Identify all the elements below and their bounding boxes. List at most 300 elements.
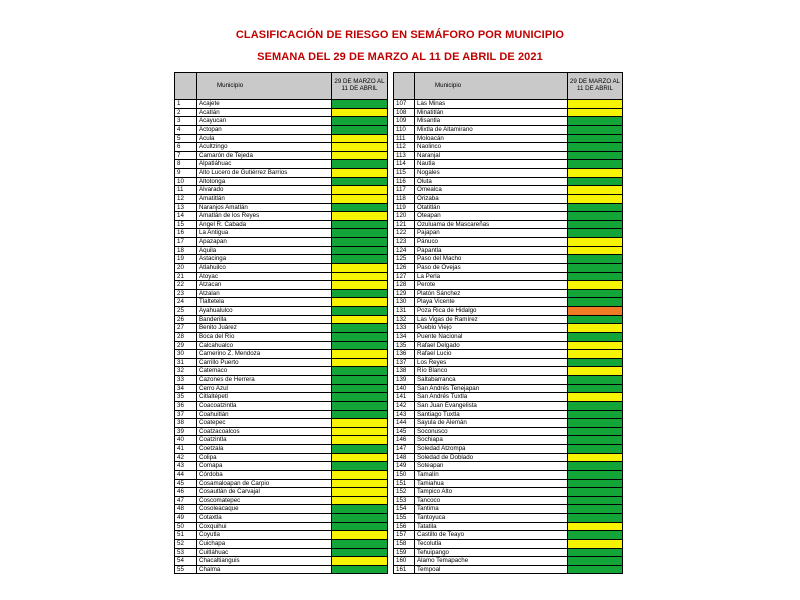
municipio-name: Amatitlán	[197, 194, 332, 203]
municipio-name: San Andrés Tuxtla	[415, 393, 568, 402]
risk-color-cell	[568, 496, 623, 505]
risk-color-cell	[568, 557, 623, 566]
risk-color-cell	[332, 565, 388, 574]
municipio-name: Perote	[415, 281, 568, 290]
risk-color-cell	[332, 238, 388, 247]
municipio-name: Coetzala	[197, 445, 332, 454]
risk-color-cell	[332, 177, 388, 186]
municipio-name: Misantla	[415, 117, 568, 126]
risk-color-cell	[568, 419, 623, 428]
table-row	[394, 401, 623, 410]
table-row	[394, 514, 623, 523]
municipio-name: Cuichapa	[197, 539, 332, 548]
table-row	[394, 427, 623, 436]
municipio-name: Calcahualco	[197, 341, 332, 350]
row-number: 161	[394, 565, 415, 574]
risk-color-cell	[568, 453, 623, 462]
municipio-name: Platón Sánchez	[415, 289, 568, 298]
risk-color-cell	[332, 548, 388, 557]
risk-color-cell	[568, 289, 623, 298]
risk-color-cell	[568, 393, 623, 402]
risk-color-cell	[332, 496, 388, 505]
municipio-name: Acultzingo	[197, 143, 332, 152]
risk-color-cell	[332, 298, 388, 307]
municipio-name: Acula	[197, 134, 332, 143]
table-row	[175, 436, 388, 445]
municipio-name: Alto Lucero de Gutiérrez Barrios	[197, 169, 332, 178]
table-row	[394, 410, 623, 419]
row-number: 130	[394, 298, 415, 307]
risk-color-cell	[332, 263, 388, 272]
table-row	[394, 505, 623, 514]
row-number: 52	[175, 539, 197, 548]
municipio-name: Oteapan	[415, 212, 568, 221]
risk-color-cell	[568, 108, 623, 117]
row-number: 30	[175, 350, 197, 359]
table-row	[175, 203, 388, 212]
risk-color-cell	[568, 479, 623, 488]
table-row	[175, 332, 388, 341]
table-row	[175, 220, 388, 229]
table-row	[394, 272, 623, 281]
risk-color-cell	[568, 177, 623, 186]
municipio-name: Coacoatzintla	[197, 401, 332, 410]
risk-color-cell	[332, 393, 388, 402]
municipio-name: Naranjal	[415, 151, 568, 160]
municipio-name: Boca del Río	[197, 332, 332, 341]
municipio-name: Los Reyes	[415, 358, 568, 367]
risk-color-cell	[568, 436, 623, 445]
table-row	[394, 384, 623, 393]
row-number: 146	[394, 436, 415, 445]
municipio-name: Orizaba	[415, 194, 568, 203]
table-row	[175, 341, 388, 350]
table-row	[175, 272, 388, 281]
municipio-name: Atzacan	[197, 281, 332, 290]
risk-color-cell	[568, 263, 623, 272]
table-row	[394, 548, 623, 557]
risk-color-cell	[332, 436, 388, 445]
risk-color-cell	[568, 220, 623, 229]
row-number: 137	[394, 358, 415, 367]
table-row	[175, 358, 388, 367]
table-row	[394, 488, 623, 497]
municipio-name: Tecolutla	[415, 539, 568, 548]
table-row	[175, 307, 388, 316]
row-number: 40	[175, 436, 197, 445]
risk-color-cell	[332, 315, 388, 324]
row-number: 33	[175, 376, 197, 385]
risk-color-cell	[332, 531, 388, 540]
municipio-name: Tehuipango	[415, 548, 568, 557]
row-number: 21	[175, 272, 197, 281]
risk-color-cell	[568, 488, 623, 497]
table-row	[394, 531, 623, 540]
municipio-name: Carrillo Puerto	[197, 358, 332, 367]
row-number: 144	[394, 419, 415, 428]
risk-color-cell	[568, 246, 623, 255]
municipio-name: Catemaco	[197, 367, 332, 376]
row-number: 153	[394, 496, 415, 505]
risk-color-cell	[332, 281, 388, 290]
row-number: 15	[175, 220, 197, 229]
municipio-name: Castillo de Teayo	[415, 531, 568, 540]
row-number: 48	[175, 505, 197, 514]
table-row	[175, 324, 388, 333]
risk-color-cell	[332, 358, 388, 367]
row-number: 39	[175, 427, 197, 436]
table-header-row	[175, 73, 388, 100]
row-number: 114	[394, 160, 415, 169]
risk-color-cell	[332, 479, 388, 488]
row-number: 47	[175, 496, 197, 505]
table-row	[394, 307, 623, 316]
row-number: 158	[394, 539, 415, 548]
row-number: 151	[394, 479, 415, 488]
risk-color-cell	[568, 134, 623, 143]
risk-color-cell	[332, 186, 388, 195]
table-row	[175, 238, 388, 247]
table-row	[394, 289, 623, 298]
municipio-name: Tempoal	[415, 565, 568, 574]
municipio-name: Álamo Temapache	[415, 557, 568, 566]
table-row	[175, 539, 388, 548]
municipio-name: Alvarado	[197, 186, 332, 195]
risk-color-cell	[332, 419, 388, 428]
municipio-name: Poza Rica de Hidalgo	[415, 307, 568, 316]
row-number: 107	[394, 100, 415, 109]
row-number: 152	[394, 488, 415, 497]
row-number: 121	[394, 220, 415, 229]
risk-color-cell	[332, 341, 388, 350]
row-number: 1	[175, 100, 197, 109]
row-number: 134	[394, 332, 415, 341]
header-municipio: Municipio	[415, 73, 568, 100]
row-number: 154	[394, 505, 415, 514]
table-row	[394, 315, 623, 324]
table-row	[394, 496, 623, 505]
municipio-name: Tamiahua	[415, 479, 568, 488]
row-number: 31	[175, 358, 197, 367]
risk-color-cell	[568, 358, 623, 367]
row-number: 28	[175, 332, 197, 341]
table-row	[175, 350, 388, 359]
row-number: 120	[394, 212, 415, 221]
risk-color-cell	[568, 143, 623, 152]
risk-color-cell	[332, 488, 388, 497]
risk-color-cell	[568, 194, 623, 203]
risk-color-cell	[332, 453, 388, 462]
row-number: 13	[175, 203, 197, 212]
table-row	[175, 453, 388, 462]
risk-color-cell	[568, 505, 623, 514]
risk-color-cell	[568, 169, 623, 178]
risk-color-cell	[332, 255, 388, 264]
row-number: 7	[175, 151, 197, 160]
table-row	[175, 548, 388, 557]
header-number	[394, 73, 415, 100]
row-number: 9	[175, 169, 197, 178]
risk-color-cell	[332, 289, 388, 298]
row-number: 4	[175, 125, 197, 134]
table-row	[175, 212, 388, 221]
table-row	[394, 557, 623, 566]
row-number: 142	[394, 401, 415, 410]
risk-color-cell	[568, 324, 623, 333]
risk-color-cell	[568, 350, 623, 359]
row-number: 29	[175, 341, 197, 350]
row-number: 14	[175, 212, 197, 221]
risk-color-cell	[332, 332, 388, 341]
municipio-name: Río Blanco	[415, 367, 568, 376]
row-number: 53	[175, 548, 197, 557]
municipio-name: Chacaltianguis	[197, 557, 332, 566]
table-row	[394, 134, 623, 143]
municipio-name: Rafael Lucio	[415, 350, 568, 359]
municipio-name: Sochiapa	[415, 436, 568, 445]
row-number: 133	[394, 324, 415, 333]
risk-color-cell	[332, 307, 388, 316]
row-number: 44	[175, 470, 197, 479]
risk-color-cell	[332, 462, 388, 471]
table-row	[394, 177, 623, 186]
risk-color-cell	[568, 376, 623, 385]
table-row	[175, 522, 388, 531]
row-number: 35	[175, 393, 197, 402]
row-number: 24	[175, 298, 197, 307]
table-row	[394, 341, 623, 350]
municipio-name: Playa Vicente	[415, 298, 568, 307]
risk-color-cell	[568, 548, 623, 557]
municipio-name: Amatlán de los Reyes	[197, 212, 332, 221]
table-row	[175, 229, 388, 238]
risk-color-cell	[568, 307, 623, 316]
municipio-name: La Perla	[415, 272, 568, 281]
row-number: 50	[175, 522, 197, 531]
row-number: 49	[175, 514, 197, 523]
row-number: 139	[394, 376, 415, 385]
municipio-name: Astacinga	[197, 255, 332, 264]
municipio-name: Acatlán	[197, 108, 332, 117]
row-number: 147	[394, 445, 415, 454]
municipio-name: Actopan	[197, 125, 332, 134]
risk-color-cell	[568, 272, 623, 281]
row-number: 113	[394, 151, 415, 160]
risk-color-cell	[568, 445, 623, 454]
row-number: 145	[394, 427, 415, 436]
row-number: 123	[394, 238, 415, 247]
row-number: 122	[394, 229, 415, 238]
risk-color-cell	[568, 470, 623, 479]
municipio-name: Nogales	[415, 169, 568, 178]
row-number: 124	[394, 246, 415, 255]
municipio-name: Camarón de Tejeda	[197, 151, 332, 160]
risk-color-cell	[332, 401, 388, 410]
risk-color-cell	[332, 203, 388, 212]
municipio-name: La Antigua	[197, 229, 332, 238]
risk-color-cell	[568, 151, 623, 160]
risk-color-cell	[332, 445, 388, 454]
municipio-name: Mixtla de Altamirano	[415, 125, 568, 134]
municipio-name: Pajapan	[415, 229, 568, 238]
risk-color-cell	[332, 169, 388, 178]
table-row	[175, 384, 388, 393]
row-number: 37	[175, 410, 197, 419]
municipio-name: Soledad de Doblado	[415, 453, 568, 462]
municipio-name: Cosoleacaque	[197, 505, 332, 514]
table-row	[175, 194, 388, 203]
table-row	[394, 539, 623, 548]
table-row	[394, 419, 623, 428]
risk-color-cell	[568, 255, 623, 264]
table-row	[394, 220, 623, 229]
row-number: 131	[394, 307, 415, 316]
row-number: 22	[175, 281, 197, 290]
row-number: 138	[394, 367, 415, 376]
row-number: 43	[175, 462, 197, 471]
row-number: 2	[175, 108, 197, 117]
table-row	[175, 410, 388, 419]
row-number: 112	[394, 143, 415, 152]
municipio-name: Acayucan	[197, 117, 332, 126]
municipio-name: Citlaltépetl	[197, 393, 332, 402]
header-number	[175, 73, 197, 100]
municipio-name: Moloacán	[415, 134, 568, 143]
municipio-name: Chalma	[197, 565, 332, 574]
municipio-name: Aquila	[197, 246, 332, 255]
table-row	[175, 488, 388, 497]
municipio-name: Coahuitlán	[197, 410, 332, 419]
risk-color-cell	[332, 117, 388, 126]
municipio-name: Cazones de Herrera	[197, 376, 332, 385]
row-number: 6	[175, 143, 197, 152]
municipio-name: Rafael Delgado	[415, 341, 568, 350]
row-number: 17	[175, 238, 197, 247]
risk-color-cell	[332, 108, 388, 117]
table-row	[175, 298, 388, 307]
row-number: 38	[175, 419, 197, 428]
risk-color-cell	[332, 151, 388, 160]
row-number: 18	[175, 246, 197, 255]
municipio-name: Las Minas	[415, 100, 568, 109]
risk-color-cell	[568, 341, 623, 350]
row-number: 125	[394, 255, 415, 264]
municipio-name: Tantima	[415, 505, 568, 514]
row-number: 27	[175, 324, 197, 333]
row-number: 26	[175, 315, 197, 324]
row-number: 10	[175, 177, 197, 186]
municipio-name: Colipa	[197, 453, 332, 462]
row-number: 148	[394, 453, 415, 462]
document-title: CLASIFICACIÓN DE RIESGO EN SEMÁFORO POR MUNICIPIO	[235, 29, 565, 41]
municipio-name: Pueblo Viejo	[415, 324, 568, 333]
table-row	[394, 436, 623, 445]
table-row	[175, 531, 388, 540]
table-row	[394, 151, 623, 160]
table-row	[175, 419, 388, 428]
municipio-name: Soconusco	[415, 427, 568, 436]
table-row	[175, 281, 388, 290]
table-row	[175, 117, 388, 126]
row-number: 108	[394, 108, 415, 117]
risk-color-cell	[332, 427, 388, 436]
municipio-name: Ozuluama de Mascareñas	[415, 220, 568, 229]
risk-color-cell	[568, 384, 623, 393]
municipio-name: Benito Juárez	[197, 324, 332, 333]
table-row	[175, 514, 388, 523]
risk-color-cell	[332, 505, 388, 514]
row-number: 42	[175, 453, 197, 462]
row-number: 118	[394, 194, 415, 203]
risk-color-cell	[332, 367, 388, 376]
table-row	[394, 332, 623, 341]
table-row	[175, 367, 388, 376]
row-number: 16	[175, 229, 197, 238]
row-number: 109	[394, 117, 415, 126]
row-number: 135	[394, 341, 415, 350]
table-row	[394, 358, 623, 367]
risk-color-cell	[568, 100, 623, 109]
table-row	[175, 177, 388, 186]
risk-color-cell	[568, 160, 623, 169]
risk-color-cell	[568, 332, 623, 341]
table-row	[175, 151, 388, 160]
risk-color-cell	[332, 220, 388, 229]
row-number: 54	[175, 557, 197, 566]
risk-color-cell	[332, 522, 388, 531]
row-number: 41	[175, 445, 197, 454]
municipio-name: Atzalan	[197, 289, 332, 298]
table-row	[175, 263, 388, 272]
table-row	[394, 143, 623, 152]
risk-color-cell	[332, 324, 388, 333]
row-number: 140	[394, 384, 415, 393]
municipio-name: Pánuco	[415, 238, 568, 247]
municipio-name: Camerino Z. Mendoza	[197, 350, 332, 359]
municipio-name: Naranjos Amatlán	[197, 203, 332, 212]
risk-color-cell	[568, 117, 623, 126]
municipio-name: Paso de Ovejas	[415, 263, 568, 272]
risk-color-cell	[332, 384, 388, 393]
header-date: 29 DE MARZO AL 11 DE ABRIL	[332, 73, 388, 100]
risk-color-cell	[332, 246, 388, 255]
table-row	[394, 453, 623, 462]
row-number: 111	[394, 134, 415, 143]
risk-color-cell	[568, 186, 623, 195]
table-row	[394, 169, 623, 178]
municipio-name: Tantoyuca	[415, 514, 568, 523]
municipio-name: Ayahualulco	[197, 307, 332, 316]
table-header-row	[394, 73, 623, 100]
table-row	[394, 212, 623, 221]
table-row	[394, 479, 623, 488]
municipio-name: Paso del Macho	[415, 255, 568, 264]
municipio-name: Atlahuilco	[197, 263, 332, 272]
municipio-name: Cosamaloapan de Carpio	[197, 479, 332, 488]
table-row	[175, 376, 388, 385]
table-row	[175, 505, 388, 514]
table-row	[394, 100, 623, 109]
municipio-name: Tampico Alto	[415, 488, 568, 497]
municipio-name: Otatitlán	[415, 203, 568, 212]
table-row	[394, 445, 623, 454]
table-row	[175, 557, 388, 566]
risk-color-cell	[332, 557, 388, 566]
risk-color-cell	[568, 125, 623, 134]
table-row	[394, 367, 623, 376]
municipio-name: Atoyac	[197, 272, 332, 281]
risk-color-cell	[332, 194, 388, 203]
